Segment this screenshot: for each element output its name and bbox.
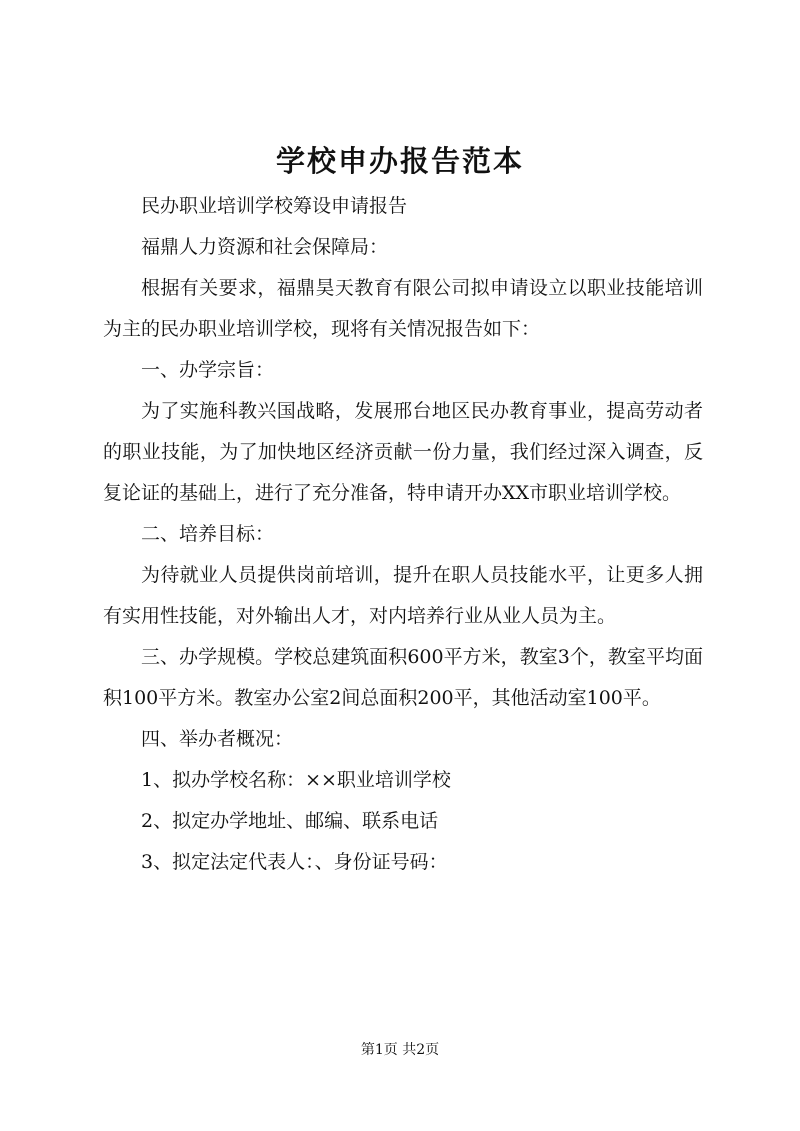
list-item-1: 1、拟办学校名称：××职业培训学校 bbox=[141, 769, 451, 791]
list-item-3: 3、拟定法定代表人：、身份证号码： bbox=[141, 851, 448, 873]
paragraph-section-1-heading: 一、办学宗旨： bbox=[141, 359, 275, 381]
document-body bbox=[103, 186, 703, 883]
list-item-2: 2、拟定办学地址、邮编、联系电话 bbox=[141, 810, 439, 832]
paragraph-addressee: 福鼎人力资源和社会保障局： bbox=[141, 236, 389, 258]
paragraph-section-1-text: 为了实施科教兴国战略，发展邢台地区民办教育事业，提高劳动者的职业技能，为了加快地区经济贡献一份力量，我们经过深入调查，反复论证的基础上，进行了充分准备，特申请开办XX市职业培训学校。 bbox=[103, 400, 703, 504]
paragraph-section-2-heading: 二、培养目标： bbox=[141, 523, 275, 545]
paragraph-report-heading: 民办职业培训学校筹设申请报告 bbox=[141, 195, 408, 217]
paragraph-section-2-text: 为待就业人员提供岗前培训，提升在职人员技能水平，让更多人拥有实用性技能，对外输出人才，对内培养行业从业人员为主。 bbox=[103, 564, 703, 627]
paragraph-intro: 根据有关要求，福鼎昊天教育有限公司拟申请设立以职业技能培训为主的民办职业培训学校，现将有关情况报告如下： bbox=[103, 277, 703, 340]
paragraph-section-3: 三、办学规模。学校总建筑面积600平方米，教室3个，教室平均面积100平方米。教室办公室2间总面积200平，其他活动室100平。 bbox=[103, 646, 703, 709]
paragraph-section-4-heading: 四、举办者概况： bbox=[141, 728, 294, 750]
page-footer: 第1页 共2页 bbox=[360, 1042, 440, 1058]
document-title: 学校申办报告范本 bbox=[275, 144, 524, 178]
